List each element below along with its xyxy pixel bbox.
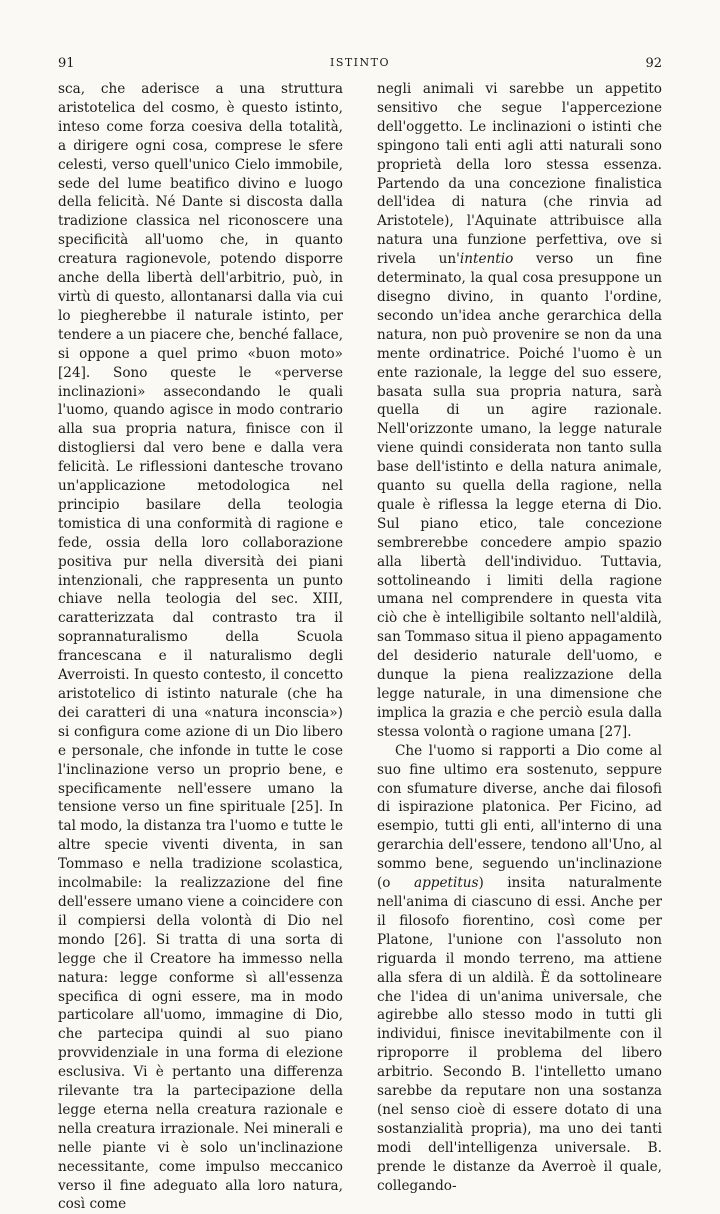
italic-term: intentio <box>459 251 514 268</box>
running-title: ISTINTO <box>329 56 391 69</box>
paragraph <box>377 742 662 1196</box>
italic-term: appetitus <box>413 875 479 892</box>
left-text-column <box>58 80 343 1214</box>
paragraph: sca, che aderisce a una struttura aristotelica del cosmo, è questo istinto, inteso come forza coesiva della totalità, a dirigere ogni cosa, comprese le sfere celesti, verso quell'unico Cielo immobile, sede del lume beatifico divino e luogo della felicità. Né Dante si discosta dalla tradizione classica nel riconoscere una specificità all'uomo che, in quanto creatura ragionevole, potendo disporre anche della libertà dell'arbitrio, può, in virtù di questo, allontanarsi dalla via cui lo piegherebbe il naturale istinto, per tendere a un piacere che, benché fallace, si oppone a quel primo «buon moto» [24]. Sono queste le «perverse inclinazioni» assecondando le quali l'uomo, quando agisce in modo contrario alla sua propria natura, finisce con il distogliersi dal vero bene e dalla vera felicità. Le riflessioni dantesche trovano un'applicazione metodologica nel principio basilare della teologia tomistica di una conformità di ragione e fede, ossia della loro collaborazione positiva pur nella diversità dei piani intenzionali, che rappresenta un punto chiave nella teologia del sec. XIII, caratterizzata dal contrasto tra il soprannaturalismo della Scuola francescana e il naturalismo degli Averroisti. In questo contesto, il concetto aristotelico di istinto naturale (che ha dei caratteri di una «natura inconscia») si configura come azione di un Dio libero e personale, che infonde in tutte le cose l'inclinazione verso un proprio bene, e specificamente nell'essere umano la tensione verso un fine spirituale [25]. In tal modo, la distanza tra l'uomo e tutte le altre specie viventi diventa, in san Tommaso e nella tradizione scolastica, incolmabile: la realizzazione del fine dell'essere umano viene a coincidere con il compiersi della volontà di Dio nel mondo [26]. Si tratta di una sorta di legge che il Creatore ha immesso nella natura: legge conforme sì all'essenza specifica di ogni essere, ma in modo particolare all'uomo, immagine di Dio, che partecipa quindi al suo piano provvidenziale in una forma di elezione esclusiva. Vi è pertanto una differenza rilevante tra la partecipazione della legge eterna nella creatura razionale e nella creatura irrazionale. Nei minerali e nelle piante vi è solo un'inclinazione necessitante, come impulso meccanico verso il fine adeguato alla loro natura, così come <box>58 81 344 1213</box>
running-header <box>58 56 662 76</box>
paragraph-text: ) insita naturalmente nell'anima di ciascuno di essi. Anche per il filosofo fiorentino, così come per Platone, l'unione con l'assoluto non riguarda il mondo terreno, ma attiene alla sfera di un aldilà. È da sottolineare che l'idea di un'anima universale, che agirebbe allo stesso modo in tutti gli individui, finisce inevitabilmente con il riproporre il problema del libero arbitrio. Secondo B. l'intelletto umano sarebbe da reputare non una sostanza (nel senso cioè di essere dotato di una sostanzialità propria), ma uno dei tanti modi dell'intelligenza universale. B. prende le distanze da Averroè il quale, collegando- <box>377 875 662 1194</box>
right-text-column <box>377 80 662 1195</box>
paragraph-text: verso un fine determinato, la qual cosa presuppone un disegno divino, in quanto l'ordine, secondo un'idea anche gerarchica della natura, non può provenire se non da una mente ordinatrice. Poiché l'uomo è un ente razionale, la legge del suo essere, basata sulla sua propria natura, sarà quella di un agire razionale. Nell'orizzonte umano, la legge naturale viene quindi considerata non tanto sulla base dell'istinto e della natura animale, quanto su quella della ragione, nella quale è riflessa la legge eterna di Dio. Sul piano etico, tale concezione sembrerebbe concedere ampio spazio alla libertà dell'individuo. Tuttavia, sottolineando i limiti della ragione umana nel comprendere in questa vita ciò che è intelligibile soltanto nell'aldilà, san Tommaso situa il pieno appagamento del desiderio naturale dell'uomo, e dunque la piena realizzazione della legge naturale, in una dimensione che implica la grazia e che perciò esula dalla stessa volontà o ragione umana [27]. <box>377 251 662 740</box>
paragraph <box>377 80 662 742</box>
paragraph-text: negli animali vi sarebbe un appetito sensitivo che segue l'appercezione dell'oggetto. Le inclinazioni o istinti che spingono tali enti agli atti naturali sono proprietà della loro stessa essenza. Partendo da una concezione finalistica dell'idea di natura (che rinvia ad Aristotele), l'Aquinate attribuisce alla natura una funzione perfettiva, ove si rivela un' <box>377 81 662 268</box>
paragraph-text: Che l'uomo si rapporti a Dio come al suo fine ultimo era sostenuto, seppure con sfumature diverse, anche dai filosofi di ispirazione platonica. Per Ficino, ad esempio, tutti gli enti, all'interno di una gerarchia dell'essere, tendono all'Uno, al sommo bene, seguendo un'inclinazione (o <box>377 742 662 892</box>
page-number-right: 92 <box>645 56 662 71</box>
page-number-left: 91 <box>58 56 75 71</box>
